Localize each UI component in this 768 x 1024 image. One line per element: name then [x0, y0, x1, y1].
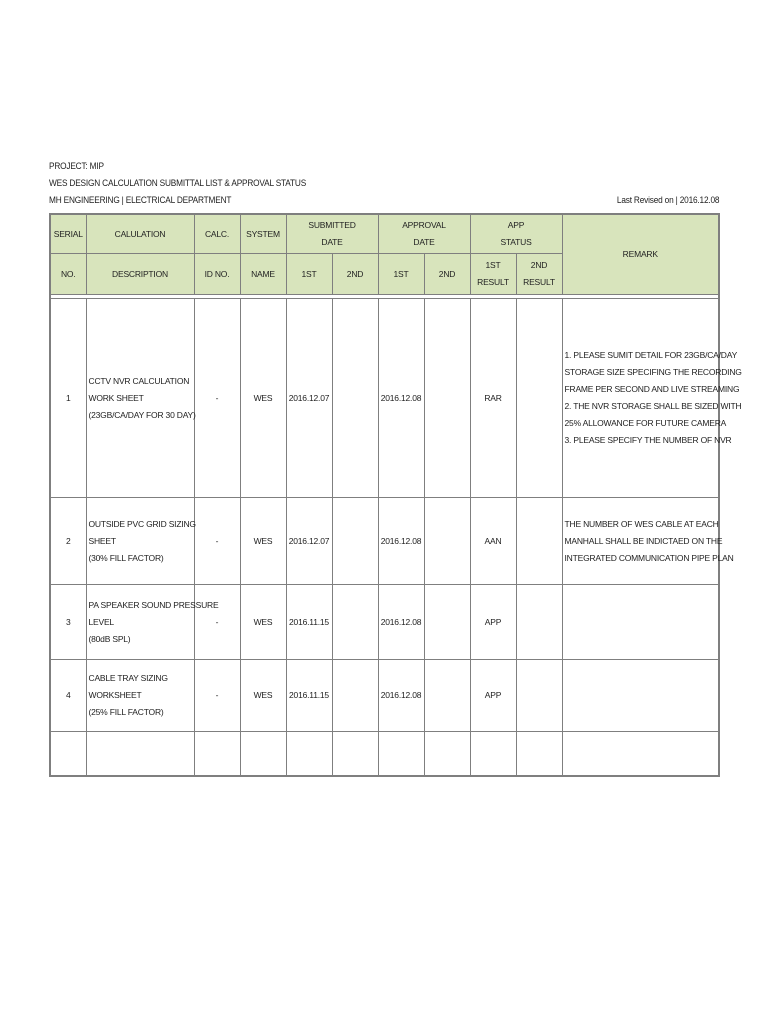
col-serial: SERIAL — [50, 214, 86, 254]
col-approval-date: APPROVAL DATE — [378, 214, 470, 254]
calc-id: - — [194, 585, 240, 660]
col-system: SYSTEM — [240, 214, 286, 254]
system-name: WES — [240, 585, 286, 660]
system-name: WES — [240, 299, 286, 498]
col-system-name: NAME — [240, 254, 286, 295]
col-calculation: CALULATION — [86, 214, 194, 254]
col-submitted-1st: 1ST — [286, 254, 332, 295]
submitted-2nd — [332, 299, 378, 498]
calc-id: - — [194, 299, 240, 498]
table-row — [50, 299, 719, 498]
system-name: WES — [240, 498, 286, 585]
last-revised: Last Revised on | 2016.12.08 — [616, 195, 719, 205]
remark-line: THE NUMBER OF WES CABLE AT EACH — [564, 518, 719, 529]
empty-cell — [424, 732, 470, 776]
calc-id: - — [194, 660, 240, 732]
result-2nd — [516, 660, 562, 732]
approval-1st: 2016.12.08 — [378, 299, 424, 498]
table-row — [50, 585, 719, 660]
empty-cell — [470, 732, 516, 776]
empty-cell — [562, 732, 719, 776]
description-line: WORK SHEET — [88, 392, 144, 403]
col-id-no: ID NO. — [194, 254, 240, 295]
remark-line: INTEGRATED COMMUNICATION PIPE PLAN — [564, 552, 734, 563]
description-line: (25% FILL FACTOR) — [88, 707, 164, 717]
description — [86, 585, 219, 660]
remark-line: 1. PLEASE SUMIT DETAIL FOR 23GB/CA/DAY — [564, 350, 738, 360]
description-line: LEVEL — [88, 616, 114, 627]
system-name: WES — [240, 660, 286, 732]
col-submitted-2nd: 2ND — [332, 254, 378, 295]
approval-1st: 2016.12.08 — [378, 585, 424, 660]
description-line: (23GB/CA/DAY FOR 30 DAY) — [88, 409, 196, 420]
empty-cell — [378, 732, 424, 776]
remark — [562, 299, 742, 498]
description-line: PA SPEAKER SOUND PRESSURE — [88, 599, 219, 610]
approval-2nd — [424, 585, 470, 660]
remark-line: 2. THE NVR STORAGE SHALL BE SIZED WITH — [564, 401, 742, 411]
col-approval-2nd: 2ND — [424, 254, 470, 295]
remark-line: 3. PLEASE SPECIFY THE NUMBER OF NVR — [564, 435, 732, 445]
submitted-2nd — [332, 660, 378, 732]
document-title: WES DESIGN CALCULATION SUBMITTAL LIST & APPROVAL STATUS — [49, 178, 307, 188]
remark-line: FRAME PER SECOND AND LIVE STREAMING — [564, 384, 740, 394]
submitted-1st: 2016.11.15 — [286, 660, 332, 732]
project-line: PROJECT: MIP — [49, 161, 104, 171]
calc-id: - — [194, 498, 240, 585]
approval-2nd — [424, 299, 470, 498]
description-line: (80dB SPL) — [88, 633, 131, 644]
col-description: DESCRIPTION — [86, 254, 194, 295]
description — [86, 299, 194, 498]
approval-2nd — [424, 660, 470, 732]
serial-no: 1 — [50, 299, 86, 498]
col-submitted-date: SUBMITTED DATE — [286, 214, 378, 254]
description — [86, 660, 194, 732]
description-line: OUTSIDE PVC GRID SIZING — [88, 518, 196, 529]
empty-cell — [50, 732, 86, 776]
col-2nd-result: 2ND RESULT — [516, 254, 562, 295]
result-1st: AAN — [470, 498, 516, 585]
remark — [562, 498, 734, 585]
description — [86, 498, 194, 585]
remark-line: STORAGE SIZE SPECIFING THE RECORDING — [564, 367, 742, 377]
result-1st: APP — [470, 660, 516, 732]
result-2nd — [516, 498, 562, 585]
submitted-1st: 2016.12.07 — [286, 299, 332, 498]
empty-cell — [286, 732, 332, 776]
submittal-table — [49, 213, 742, 777]
serial-no: 4 — [50, 660, 86, 732]
col-calc-id: CALC. — [194, 214, 240, 254]
description-line: CABLE TRAY SIZING — [88, 673, 168, 683]
result-1st: APP — [470, 585, 516, 660]
col-approval-1st: 1ST — [378, 254, 424, 295]
submitted-1st: 2016.11.15 — [286, 585, 332, 660]
serial-no: 3 — [50, 585, 86, 660]
approval-2nd — [424, 498, 470, 585]
table-row-empty — [50, 732, 719, 776]
remark — [562, 660, 719, 732]
remark-line: MANHALL SHALL BE INDICTAED ON THE — [564, 535, 723, 546]
empty-cell — [332, 732, 378, 776]
document — [49, 158, 742, 777]
description-line: (30% FILL FACTOR) — [88, 552, 164, 563]
result-2nd — [516, 585, 562, 660]
empty-cell — [194, 732, 240, 776]
table-row — [50, 498, 719, 585]
description-line: WORKSHEET — [88, 690, 142, 700]
col-1st-result: 1ST RESULT — [470, 254, 516, 295]
col-app-status: APP STATUS — [470, 214, 562, 254]
approval-1st: 2016.12.08 — [378, 498, 424, 585]
col-serial-no: NO. — [50, 254, 86, 295]
remark-line: 25% ALLOWANCE FOR FUTURE CAMERA — [564, 418, 727, 428]
empty-cell — [240, 732, 286, 776]
description-line: SHEET — [88, 535, 116, 546]
submitted-2nd — [332, 498, 378, 585]
description-line: CCTV NVR CALCULATION — [88, 375, 190, 386]
col-remark: REMARK — [562, 214, 719, 295]
remark — [562, 585, 719, 660]
submitted-2nd — [332, 585, 378, 660]
result-2nd — [516, 299, 562, 498]
empty-cell — [516, 732, 562, 776]
table-row — [50, 660, 719, 732]
result-1st: RAR — [470, 299, 516, 498]
company-department: MH ENGINEERING | ELECTRICAL DEPARTMENT — [49, 195, 232, 205]
empty-cell — [86, 732, 194, 776]
approval-1st: 2016.12.08 — [378, 660, 424, 732]
submitted-1st: 2016.12.07 — [286, 498, 332, 585]
serial-no: 2 — [50, 498, 86, 585]
